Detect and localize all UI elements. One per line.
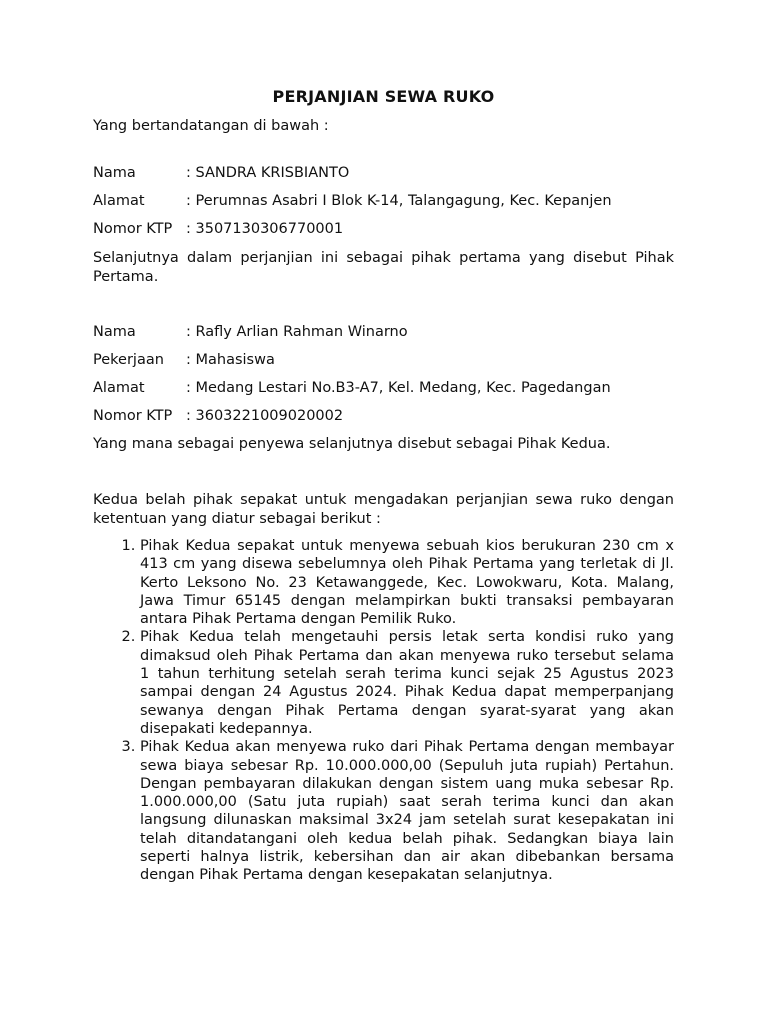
ktp-value: : 3507130306770001 xyxy=(186,221,344,237)
term-item: 1. Pihak Kedua sepakat untuk menyewa sebuah kios berukuran 230 cm x 413 cm yang disewa sebelumnya oleh Pihak Pertama yang terletak di Jl. Kerto Leksono No. 23 Ketawanggede, Kec. Lowokwaru, Kota. Malang, Jawa Timur 65145 dengan melampirkan bukti transaksi pembayaran antara Pihak Pertama dengan Pemilik Ruko. xyxy=(140,537,674,628)
alamat-label: Alamat xyxy=(93,193,145,209)
pekerjaan-label: Pekerjaan xyxy=(93,352,164,368)
ktp-value: : 3603221009020002 xyxy=(186,408,344,424)
alamat-value: : Medang Lestari No.B3-A7, Kel. Medang, Kec. Pagedangan xyxy=(186,380,611,396)
first-party-alamat xyxy=(93,192,674,211)
document-title: PERJANJIAN SEWA RUKO xyxy=(272,87,495,106)
second-party-closing: Yang mana sebagai penyewa selanjutnya disebut sebagai Pihak Kedua. xyxy=(93,436,611,452)
agreement-intro: Kedua belah pihak sepakat untuk mengadakan perjanjian sewa ruko dengan ketentuan yang diatur sebagai berikut : xyxy=(93,492,674,527)
nama-label: Nama xyxy=(93,165,136,181)
term-item: 3. Pihak Kedua akan menyewa ruko dari Pihak Pertama dengan membayar sewa biaya sebesar Rp. 10.000.000,00 (Sepuluh juta rupiah) Pertahun. Dengan pembayaran dilakukan dengan sistem uang muka sebesar Rp. 1.000.000,00 (Satu juta rupiah) saat serah terima kunci dan akan langsung dilunaskan maksimal 3x24 jam setelah surat kesepakatan ini telah ditandatangani oleh kedua belah pihak. Sedangkan biaya lain seperti halnya listrik, kebersihan dan air akan dibebankan bersama dengan Pihak Pertama dengan kesepakatan selanjutnya. xyxy=(140,738,674,884)
first-party-ktp xyxy=(93,220,674,239)
second-party-alamat xyxy=(93,379,674,398)
terms-list xyxy=(93,537,674,885)
nama-value: : SANDRA KRISBIANTO xyxy=(186,165,350,181)
alamat-value: : Perumnas Asabri I Blok K-14, Talangagung, Kec. Kepanjen xyxy=(186,193,612,209)
second-party-nama xyxy=(93,323,674,342)
term-item: 2. Pihak Kedua telah mengetauhi persis letak serta kondisi ruko yang dimaksud oleh Pihak Pertama dan akan menyewa ruko tersebut selama 1 tahun terhitung setelah serah terima kunci sejak 25 Agustus 2023 sampai dengan 24 Agustus 2024. Pihak Kedua dapat memperpanjang sewanya dengan Pihak Pertama dengan syarat-syarat yang akan disepakati kedepannya. xyxy=(140,628,674,738)
second-party-ktp xyxy=(93,407,674,426)
nama-value: : Rafly Arlian Rahman Winarno xyxy=(186,324,408,340)
ktp-label: Nomor KTP xyxy=(93,408,173,424)
first-party-nama xyxy=(93,164,674,183)
alamat-label: Alamat xyxy=(93,380,145,396)
ktp-label: Nomor KTP xyxy=(93,221,173,237)
intro-text: Yang bertandatangan di bawah : xyxy=(93,118,329,134)
first-party-closing: Selanjutnya dalam perjanjian ini sebagai pihak pertama yang disebut Pihak Pertama. xyxy=(93,250,674,285)
nama-label: Nama xyxy=(93,324,136,340)
second-party-pekerjaan xyxy=(93,351,674,370)
pekerjaan-value: : Mahasiswa xyxy=(186,352,275,368)
